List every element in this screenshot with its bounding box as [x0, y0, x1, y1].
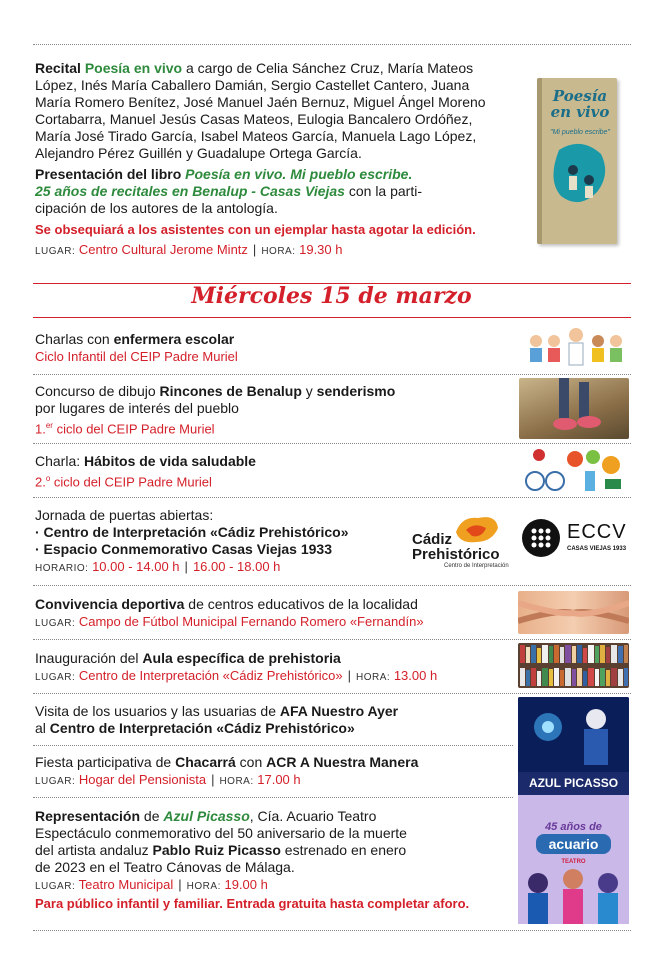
presentacion-text: con la parti-: [348, 183, 423, 199]
event-text: , Cía. Acuario Teatro: [249, 808, 377, 824]
book-cover-subtitle: "Mi pueblo escribe": [550, 129, 610, 136]
event-text: con: [235, 754, 267, 770]
hora-value: 13.00 h: [393, 668, 438, 683]
event-concurso: [35, 383, 395, 437]
event-title: Aula específica de prehistoria: [142, 650, 341, 666]
hora-label: HORA:: [261, 246, 296, 257]
recital-label: Recital: [35, 60, 81, 76]
play-title: Azul Picasso: [163, 808, 250, 824]
divider: [33, 693, 631, 694]
event-title: senderismo: [316, 383, 396, 399]
azul-picasso-poster: [518, 697, 629, 924]
event-text: Jornada de puertas abiertas:: [35, 507, 214, 523]
lugar-value: Campo de Fútbol Municipal Fernando Romero «Fernandín»: [78, 614, 424, 629]
lugar-value: Centro Cultural Jerome Mintz: [78, 242, 248, 257]
event-text: de 2023 en el Teatro Cánovas de Málaga.: [35, 859, 295, 875]
hora-label: HORA:: [356, 672, 391, 683]
logo-text: ECCV: [567, 521, 627, 543]
event-inauguracion: Inauguración del Aula específica de prehistoria LUGAR: Centro de Interpretación «Cádiz Prehistórico» | HORA: 13.00 h: [35, 650, 438, 683]
book-cover-title: Poesía: [552, 87, 608, 105]
event-title: ACR A Nuestra Manera: [266, 754, 419, 770]
day-heading: Miércoles 15 de marzo: [191, 283, 472, 309]
event-puertas-abiertas: Jornada de puertas abiertas: · Centro de Interpretación «Cádiz Prehistórico» · Espacio Conmemorativo Casas Viejas 1933 HORARIO: 10.00 - 14.00 h | 16.00 - 18.00 h: [35, 507, 349, 574]
logo-text: Prehistórico: [412, 546, 500, 563]
heading-rule: [33, 317, 631, 318]
divider: [33, 374, 631, 375]
event-title: Centro de Interpretación «Cádiz Prehistórico»: [49, 720, 355, 736]
event-convivencia: [35, 596, 424, 632]
event-audience-part: ciclo del CEIP Padre Muriel: [52, 421, 215, 437]
cadiz-prehistorico-logo: [408, 512, 510, 570]
event-text: Charlas con: [35, 331, 114, 347]
lugar-label: LUGAR:: [35, 881, 76, 892]
horario-value: 16.00 - 18.00 h: [192, 559, 281, 574]
logo-text: Centro de Interpretación: [444, 563, 509, 569]
event-chacarra: Fiesta participativa de Chacarrá con ACR A Nuestra Manera LUGAR: Hogar del Pensionista | HORA: 17.00 h: [35, 754, 419, 787]
event-audience-part: o: [45, 474, 51, 483]
event-title: AFA Nuestro Ayer: [279, 703, 399, 719]
poster-sub: TEATRO: [561, 859, 586, 865]
lugar-value: Teatro Municipal: [78, 877, 174, 892]
event-title: Rincones de Benalup: [159, 383, 302, 399]
event-text: de centros educativos de la localidad: [184, 596, 418, 612]
recital-title: Poesía en vivo: [84, 60, 183, 76]
event-enfermera: [35, 331, 238, 365]
recital-text: a cargo de Celia Sánchez Cruz, María Mateos: [185, 60, 474, 76]
event-text: Visita de los usuarios y las usuarias de: [35, 703, 280, 719]
event-text: por lugares de interés del pueblo: [35, 400, 239, 416]
horario-label: HORARIO:: [35, 563, 89, 574]
event-azul-picasso: Representación de Azul Picasso, Cía. Acuario Teatro Espectáculo conmemorativo del 50 aniversario de la muerte del artista andaluz Pablo Ruiz Picasso estrenado en enero de 2023 en el Teatro Cánovas de Málaga. LUGAR: Teatro Municipal | HORA: 19.00 h Para público infantil y familiar. Entrada gratuita hasta completar aforo.: [35, 808, 470, 911]
presentacion-section: Presentación del libro Poesía en vivo. Mi pueblo escribe. 25 años de recitales en Benalup - Casas Viejas con la parti- cipación de los autores de la antología. Se obsequiará a los asistentes con un ejemplar hasta agotar la edición. LUGAR: Centro Cultural Jerome Mintz | HORA: 19.30 h: [35, 166, 515, 260]
hora-value: 19.30 h: [299, 242, 343, 257]
event-audience: [35, 417, 395, 437]
hiking-image: [519, 378, 629, 439]
entry-note: Para público infantil y familiar. Entrada gratuita hasta completar aforo.: [35, 896, 470, 911]
presentacion-label: Presentación del libro: [35, 166, 182, 182]
event-text: al: [35, 720, 50, 736]
lugar-label: LUGAR:: [35, 672, 76, 683]
event-text: estrenado en enero: [280, 842, 407, 858]
recital-text: María José Tirado García, Isabel Mateos García, Manuela Lago López,: [35, 128, 477, 144]
lugar-label: LUGAR:: [35, 776, 76, 787]
poster-brand: acuario: [536, 834, 611, 854]
recital-text: Alejandro Pérez Guillén y Guadalupe Ortega García.: [35, 145, 362, 161]
eccv-logo: [521, 516, 629, 562]
event-title: Representación: [35, 808, 141, 824]
divider: [33, 585, 631, 586]
event-title: · Espacio Conmemorativo Casas Viejas 1933: [35, 541, 332, 557]
horario-value: 10.00 - 14.00 h: [92, 559, 180, 574]
hora-value: 19.00 h: [224, 877, 268, 892]
recital-text: Cortabarra, Manuel Jesús Casas Mateos, Eulogia Bancalero Ordóñez,: [35, 111, 473, 127]
hora-label: HORA:: [219, 776, 254, 787]
event-text: Fiesta participativa de: [35, 754, 176, 770]
event-audience-part: er: [45, 421, 53, 430]
bookshelf-image: [518, 643, 629, 688]
lugar-label: LUGAR:: [35, 618, 76, 629]
divider: [33, 443, 631, 444]
book-cover-title: en vivo: [550, 103, 610, 121]
event-text: Concurso de dibujo: [35, 383, 160, 399]
event-audience: Ciclo Infantil del CEIP Padre Muriel: [35, 349, 238, 364]
event-text: Espectáculo conmemorativo del 50 aniversario de la muerte: [35, 825, 407, 841]
healthy-habits-image: [521, 445, 628, 495]
recital-section: [35, 60, 515, 162]
event-audience-part: ciclo del CEIP Padre Muriel: [50, 474, 212, 490]
recital-text: María Romero Benítez, José Manuel Jaén Bernuz, Miguel Ángel Moreno: [35, 94, 486, 110]
event-title: Pablo Ruiz Picasso: [152, 842, 281, 858]
lugar-label: LUGAR:: [35, 246, 76, 257]
hora-value: 17.00 h: [257, 772, 301, 787]
event-title: enfermera escolar: [113, 331, 235, 347]
event-text: Inauguración del: [35, 650, 143, 666]
event-title: Convivencia deportiva: [35, 596, 185, 612]
presentacion-text: cipación de los autores de la antología.: [35, 200, 278, 216]
gift-note: Se obsequiará a los asistentes con un ejemplar hasta agotar la edición.: [35, 222, 476, 237]
divider: [33, 497, 631, 498]
event-audience: [35, 470, 256, 490]
lugar-value: Centro de Interpretación «Cádiz Prehistórico»: [78, 668, 343, 683]
book-subtitle: 25 años de recitales en Benalup - Casas Viejas: [35, 183, 345, 199]
divider: [33, 797, 513, 798]
event-title: · Centro de Interpretación «Cádiz Prehistórico»: [35, 524, 349, 540]
event-text: y: [301, 383, 317, 399]
divider: [33, 930, 631, 931]
event-audience-part: 2.: [35, 474, 46, 490]
event-title: Hábitos de vida saludable: [84, 453, 256, 469]
kids-nurse-image: [524, 323, 628, 371]
poster-years: 45 años de: [545, 821, 602, 833]
lugar-value: Hogar del Pensionista: [78, 772, 207, 787]
event-title: Chacarrá: [175, 754, 236, 770]
event-audience-part: 1.: [35, 421, 46, 437]
event-text: del artista andaluz: [35, 842, 153, 858]
recital-text: López, Inés María Caballero Damián, Sergio Castellet Cantero, Juana: [35, 77, 470, 93]
event-text: de: [140, 808, 164, 824]
logo-text: Cádiz: [412, 531, 453, 548]
hands-together-image: [518, 591, 629, 634]
poster-title: AZUL PICASSO: [528, 776, 619, 790]
divider: [33, 639, 631, 640]
hora-label: HORA:: [186, 881, 221, 892]
divider: [33, 44, 631, 45]
book-title: Poesía en vivo. Mi pueblo escribe.: [185, 166, 413, 182]
event-habitos: [35, 453, 256, 490]
logo-text: CASAS VIEJAS 1933: [567, 546, 627, 552]
divider: [33, 745, 513, 746]
event-text: Charla:: [35, 453, 85, 469]
event-visita-afa: [35, 703, 398, 737]
book-cover-image: [537, 78, 617, 244]
